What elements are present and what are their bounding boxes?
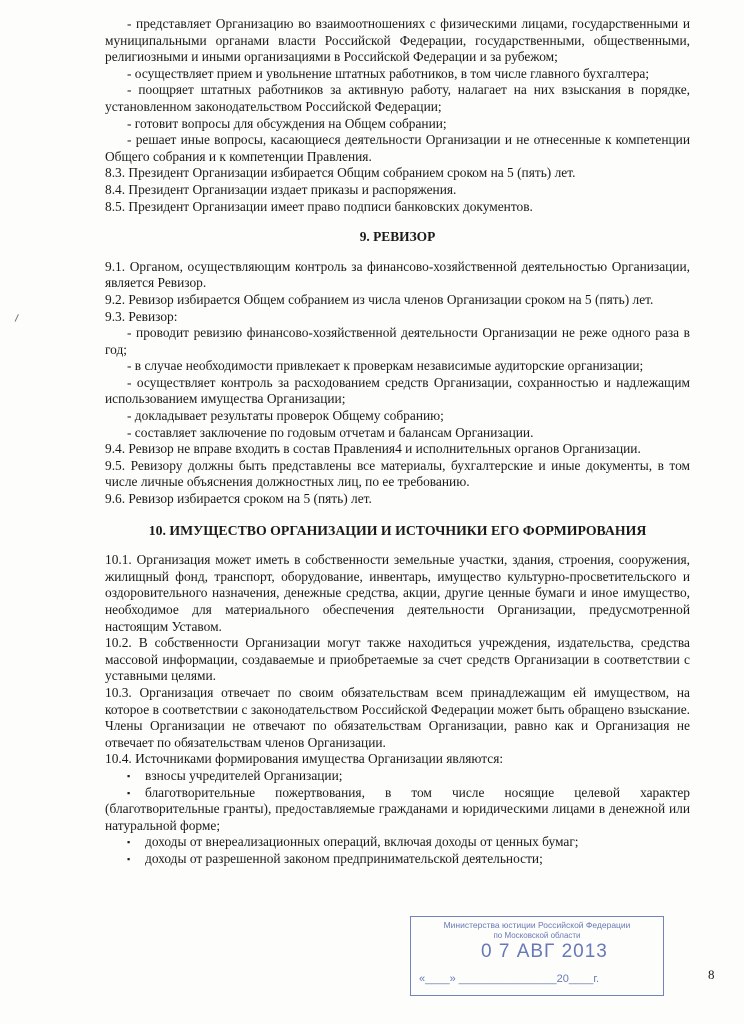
- paragraph: 9.6. Ревизор избирается сроком на 5 (пять) лет.: [105, 491, 372, 507]
- dash-list-item: - решает иные вопросы, касающиеся деятельности Организации и не отнесенные к компетенции Общего собрания и к компетенции Правления.: [105, 132, 690, 164]
- dash-list-item: - осуществляет контроль за расходованием средств Организации, сохранностью и надлежащим использованием имущества Организации;: [105, 374, 690, 407]
- bullet-item: [105, 768, 690, 785]
- bullet-marker-icon: ▪: [127, 770, 131, 781]
- dash-list-item: - поощряет штатных работников за активную работу, налагает на них взыскания в порядке, установленном законодательством Российской Федерации;: [105, 82, 690, 114]
- dash-list-item: - осуществляет прием и увольнение штатных работников, в том числе главного бухгалтера;: [127, 65, 650, 81]
- stamp-date: 0 7 АВГ 2013: [481, 941, 608, 962]
- dash-list-item: - проводит ревизию финансово-хозяйственной деятельности Организации не реже одного раза в год;: [105, 325, 690, 357]
- bullet-item: [105, 851, 690, 868]
- stamp-ministry-line: Министерства юстиции Российской Федерации: [443, 920, 631, 930]
- dash-list-item: - докладывает результаты проверок Общему собранию;: [127, 408, 444, 424]
- bullet-item: [105, 785, 690, 835]
- margin-pen-mark: [15, 314, 24, 324]
- dash-list-item: - составляет заключение по годовым отчетам и балансам Организации.: [127, 424, 534, 440]
- paragraph: 9.5. Ревизору должны быть представлены все материалы, бухгалтерские и иные документы, в том числе личные объяснения должностных лиц, по ее требованию.: [105, 457, 690, 490]
- bullet-item: [105, 834, 690, 851]
- bullet-marker-icon: ▪: [127, 837, 131, 848]
- paragraph: 9.4. Ревизор не вправе входить в состав Правления4 и исполнительных органов Организации.: [105, 441, 641, 457]
- stamp-region-line: по Московской области: [493, 931, 581, 940]
- dash-list-item: - готовит вопросы для обсуждения на Общем собрании;: [127, 115, 447, 131]
- bullet-marker-icon: ▪: [127, 787, 131, 798]
- bullet-text: взносы учредителей Организации;: [145, 767, 343, 783]
- section9-heading: 9. РЕВИЗОР: [359, 229, 436, 245]
- bullet-text: благотворительные пожертвования, в том числе носящие целевой характер (благотворительные гранты), предоставляемые гражданами и юридическими лицами в денежной или натуральной форме;: [105, 784, 690, 833]
- paragraph: 10.4. Источниками формирования имущества Организации являются:: [105, 751, 504, 767]
- paragraph: 9.2. Ревизор избирается Общем собранием из числа членов Организации сроком на 5 (пять) лет.: [105, 291, 654, 307]
- dash-list-item: - в случае необходимости привлекает к проверкам независимые аудиторские организации;: [127, 358, 644, 374]
- bullet-text: доходы от внереализационных операций, включая доходы от ценных бумаг;: [145, 834, 579, 850]
- paragraph: 8.3. Президент Организации избирается Общим собранием сроком на 5 (пять) лет.: [105, 165, 576, 181]
- bullet-text: доходы от разрешенной законом предпринимательской деятельности;: [145, 850, 543, 866]
- section8-continuation: [105, 16, 690, 215]
- bullet-marker-icon: ▪: [127, 853, 131, 864]
- registration-stamp: [410, 916, 664, 996]
- section10-body: [105, 552, 690, 867]
- paragraph: 8.4. Президент Организации издает приказы и распоряжения.: [105, 181, 457, 197]
- page-number: 8: [708, 967, 715, 982]
- stamp-signature-line: «____» ________________20____г.: [419, 973, 600, 985]
- paragraph: 8.5. Президент Организации имеет право подписи банковских документов.: [105, 198, 533, 214]
- paragraph: 9.3. Ревизор:: [105, 308, 178, 324]
- document-body: [105, 16, 690, 868]
- paragraph: 9.1. Органом, осуществляющим контроль за финансово-хозяйственной деятельностью Организации, является Ревизор.: [105, 258, 690, 291]
- paragraph: 10.3. Организация отвечает по своим обязательствам всем принадлежащим ей имуществом, на которое в соответствии с законодательством Российской Федерации может быть обращено взыскание. Члены Организации не отвечают по обязательствам Организации, равно как и Организация не отвечает по обязательствам членов Организации.: [105, 684, 690, 750]
- section9-body: [105, 259, 690, 508]
- section10-heading: 10. ИМУЩЕСТВО ОРГАНИЗАЦИИ И ИСТОЧНИКИ ЕГО ФОРМИРОВАНИЯ: [148, 522, 647, 538]
- paragraph: 10.2. В собственности Организации могут также находиться учреждения, издательства, средства массовой информации, создаваемые и приобретаемые за счет средств Организации в соответствии с уставными целями.: [105, 635, 690, 684]
- dash-list-item: - представляет Организацию во взаимоотношениях с физическими лицами, государственными и муниципальными органами власти Российской Федерации, государственными, общественными, религиозными и иными организациями в Российской Федерации и за рубежом;: [105, 16, 690, 65]
- paragraph: 10.1. Организация может иметь в собственности земельные участки, здания, строения, сооружения, жилищный фонд, транспорт, оборудование, инвентарь, имущество культурно-просветительского и оздоровительного назначения, денежные средства, акции, другие ценные бумаги и иное имущество, необходимое для материального обеспечения деятельности Организации, предусмотренной настоящим Уставом.: [105, 552, 690, 634]
